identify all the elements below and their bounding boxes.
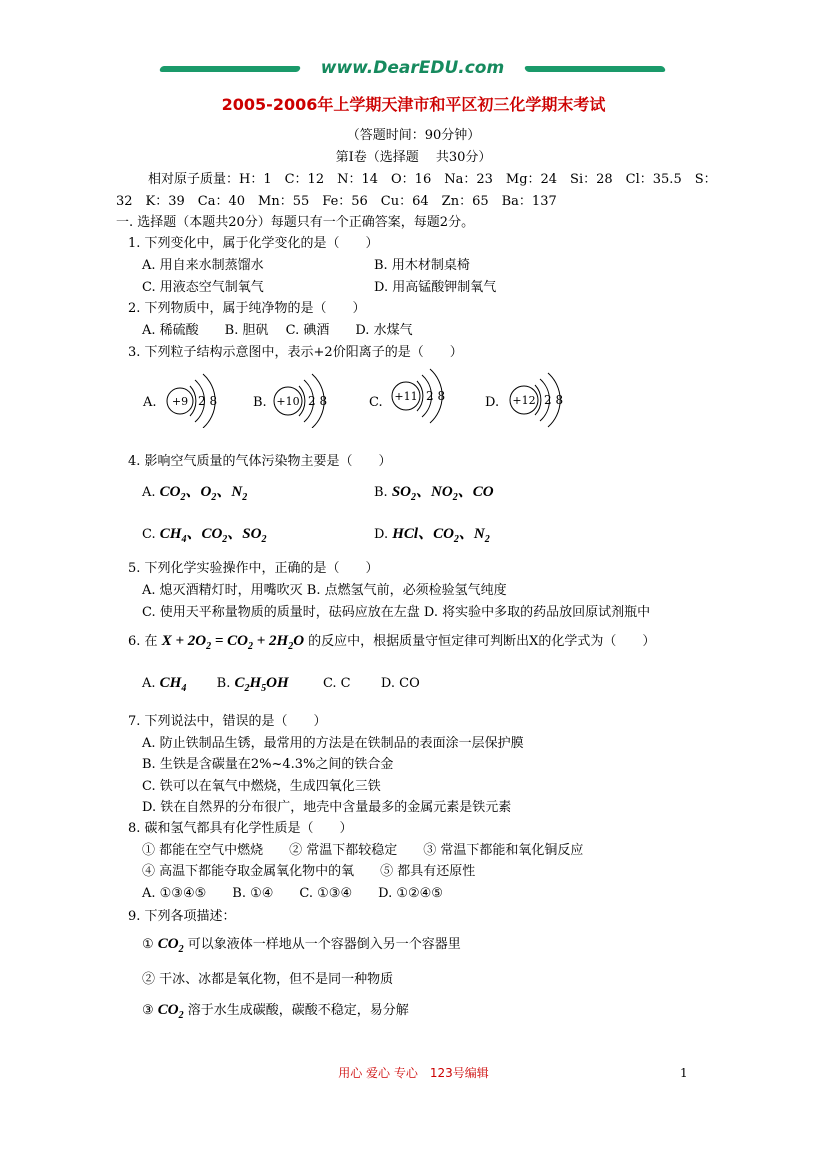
atom-b-nucleus: +10 bbox=[276, 395, 300, 408]
q1-stem: 1. 下列变化中，属于化学变化的是（ ） bbox=[128, 236, 379, 251]
atom-a-nucleus: +9 bbox=[171, 395, 189, 408]
atom-diagram-b bbox=[250, 368, 360, 432]
q8-line1: ① 都能在空气中燃烧 ② 常温下都较稳定 ③ 常温下都能和氧化铜反应 bbox=[142, 843, 584, 858]
atom-d-nucleus: +12 bbox=[512, 394, 536, 407]
q9-item3-text: 溶于水生成碳酸，碳酸不稳定，易分解 bbox=[187, 1003, 409, 1018]
q3-atom-diagrams bbox=[140, 368, 580, 428]
atom-d-shells: 2 8 bbox=[544, 393, 564, 407]
q4-option-a: A. $CO_2$、$O_2$、$N_2$ bbox=[142, 484, 248, 503]
q6-stem: 6. 在 $X + 2O_2 = CO_2 + 2H_2O$ 的反应中，根据质量守恒定律可判断出X的化学式为（ ） bbox=[128, 633, 656, 652]
atom-c-shells: 2 8 bbox=[426, 389, 446, 403]
q9-item1-text: 可以象液体一样地从一个容器倒入另一个容器里 bbox=[187, 937, 461, 952]
atom-diagram-a bbox=[140, 368, 250, 432]
q1-option-c: C. 用液态空气制氧气 bbox=[142, 280, 264, 295]
atom-a-label: A. bbox=[143, 395, 157, 410]
q7-option-a: A. 防止铁制品生锈，最常用的方法是在铁制品的表面涂一层保护膜 bbox=[142, 736, 524, 751]
banner-left-bar bbox=[159, 66, 301, 72]
q5-stem: 5. 下列化学实验操作中，正确的是（ ） bbox=[128, 561, 379, 576]
section-title: 第Ⅰ卷（选择题 共30分） bbox=[335, 150, 492, 165]
q1-option-b: B. 用木材制桌椅 bbox=[374, 258, 470, 273]
q9-item2: ② 干冰、冰都是氧化物，但不是同一种物质 bbox=[142, 972, 394, 987]
q4-a-label: A. bbox=[142, 485, 156, 500]
q7-option-d: D. 铁在自然界的分布很广，地壳中含量最多的金属元素是铁元素 bbox=[142, 800, 512, 815]
q4-d-label: D. bbox=[374, 527, 389, 542]
q4-stem: 4. 影响空气质量的气体污染物主要是（ ） bbox=[128, 454, 392, 469]
atom-d-label: D. bbox=[485, 395, 500, 410]
q6-post: 的反应中，根据质量守恒定律可判断出X的化学式为（ ） bbox=[308, 634, 656, 649]
site-url: www.DearEDU.com bbox=[320, 58, 505, 78]
q4-option-b: B. $SO_2$、$NO_2$、CO bbox=[374, 484, 494, 503]
q7-option-c: C. 铁可以在氧气中燃烧，生成四氧化三铁 bbox=[142, 779, 381, 794]
q9-stem: 9. 下列各项描述： bbox=[128, 909, 236, 924]
q5-options-ab: A. 熄灭酒精灯时，用嘴吹灭 B. 点燃氢气前，必须检验氢气纯度 bbox=[142, 583, 507, 598]
q6-c: C. C bbox=[322, 676, 351, 691]
q6-d: D. CO bbox=[380, 676, 420, 691]
q4-b-label: B. bbox=[374, 485, 388, 500]
q4-c-label: C. bbox=[142, 527, 156, 542]
q6-a-label: A. bbox=[142, 676, 156, 691]
q1-option-a: A. 用自来水制蒸馏水 bbox=[142, 258, 264, 273]
page-footer: 用心 爱心 专心 123号编辑 bbox=[338, 1066, 489, 1080]
banner-right-bar bbox=[524, 66, 666, 72]
q6-b-label: B. bbox=[216, 676, 231, 691]
q6-options: A. $CH_4$ B. $C_2H_5OH$ C. C D. CO bbox=[142, 675, 420, 694]
q9-item3: ③ $CO_2$ 溶于水生成碳酸，碳酸不稳定，易分解 bbox=[142, 1002, 409, 1021]
q9-item1: ① $CO_2$ 可以象液体一样地从一个容器倒入另一个容器里 bbox=[142, 936, 461, 955]
site-banner bbox=[0, 58, 827, 84]
atom-c-nucleus: +11 bbox=[394, 390, 418, 403]
q4-option-d: D. HCl、$CO_2$、$N_2$ bbox=[374, 526, 490, 545]
q7-stem: 7. 下列说法中，错误的是（ ） bbox=[128, 714, 327, 729]
q2-stem: 2. 下列物质中，属于纯净物的是（ ） bbox=[128, 301, 366, 316]
atom-diagram-c bbox=[366, 364, 476, 428]
atomic-mass-line1: 相对原子质量：H：1 C：12 N：14 O：16 Na：23 Mg：24 Si：28 Cl：35.5 S： bbox=[148, 172, 717, 187]
q1-option-d: D. 用高锰酸钾制氧气 bbox=[374, 280, 497, 295]
q4-option-c: C. $CH_4$、$CO_2$、$SO_2$ bbox=[142, 526, 267, 545]
q8-line2: ④ 高温下都能夺取金属氧化物中的氧 ⑤ 都具有还原性 bbox=[142, 864, 476, 879]
q8-stem: 8. 碳和氢气都具有化学性质是（ ） bbox=[128, 821, 353, 836]
atom-c-label: C. bbox=[369, 395, 383, 410]
q8-options: A. ①③④⑤ B. ①④ C. ①③④ D. ①②④⑤ bbox=[142, 886, 443, 901]
q2-options: A. 稀硫酸 B. 胆矾 C. 碘酒 D. 水煤气 bbox=[142, 323, 413, 338]
q3-stem: 3. 下列粒子结构示意图中，表示+2价阳离子的是（ ） bbox=[128, 345, 463, 360]
atom-diagram-d bbox=[482, 368, 592, 432]
atom-b-label: B. bbox=[253, 395, 267, 410]
exam-time: （答题时间：90分钟） bbox=[346, 128, 481, 143]
q5-options-cd: C. 使用天平称量物质的质量时，砝码应放在左盘 D. 将实验中多取的药品放回原试剂瓶中 bbox=[142, 605, 651, 620]
part1-heading: 一. 选择题（本题共20分）每题只有一个正确答案，每题2分。 bbox=[116, 215, 475, 230]
atom-b-shells: 2 8 bbox=[308, 394, 328, 408]
q7-option-b: B. 生铁是含碳量在2%~4.3%之间的铁合金 bbox=[142, 757, 394, 772]
atom-a-shells: 2 8 bbox=[198, 394, 218, 408]
q6-pre: 6. 在 bbox=[128, 634, 158, 649]
exam-title: 2005-2006年上学期天津市和平区初三化学期末考试 bbox=[221, 95, 606, 114]
page-number: 1 bbox=[680, 1066, 688, 1080]
atomic-mass-line2: 32 K：39 Ca：40 Mn：55 Fe：56 Cu：64 Zn：65 Ba：137 bbox=[116, 194, 557, 209]
